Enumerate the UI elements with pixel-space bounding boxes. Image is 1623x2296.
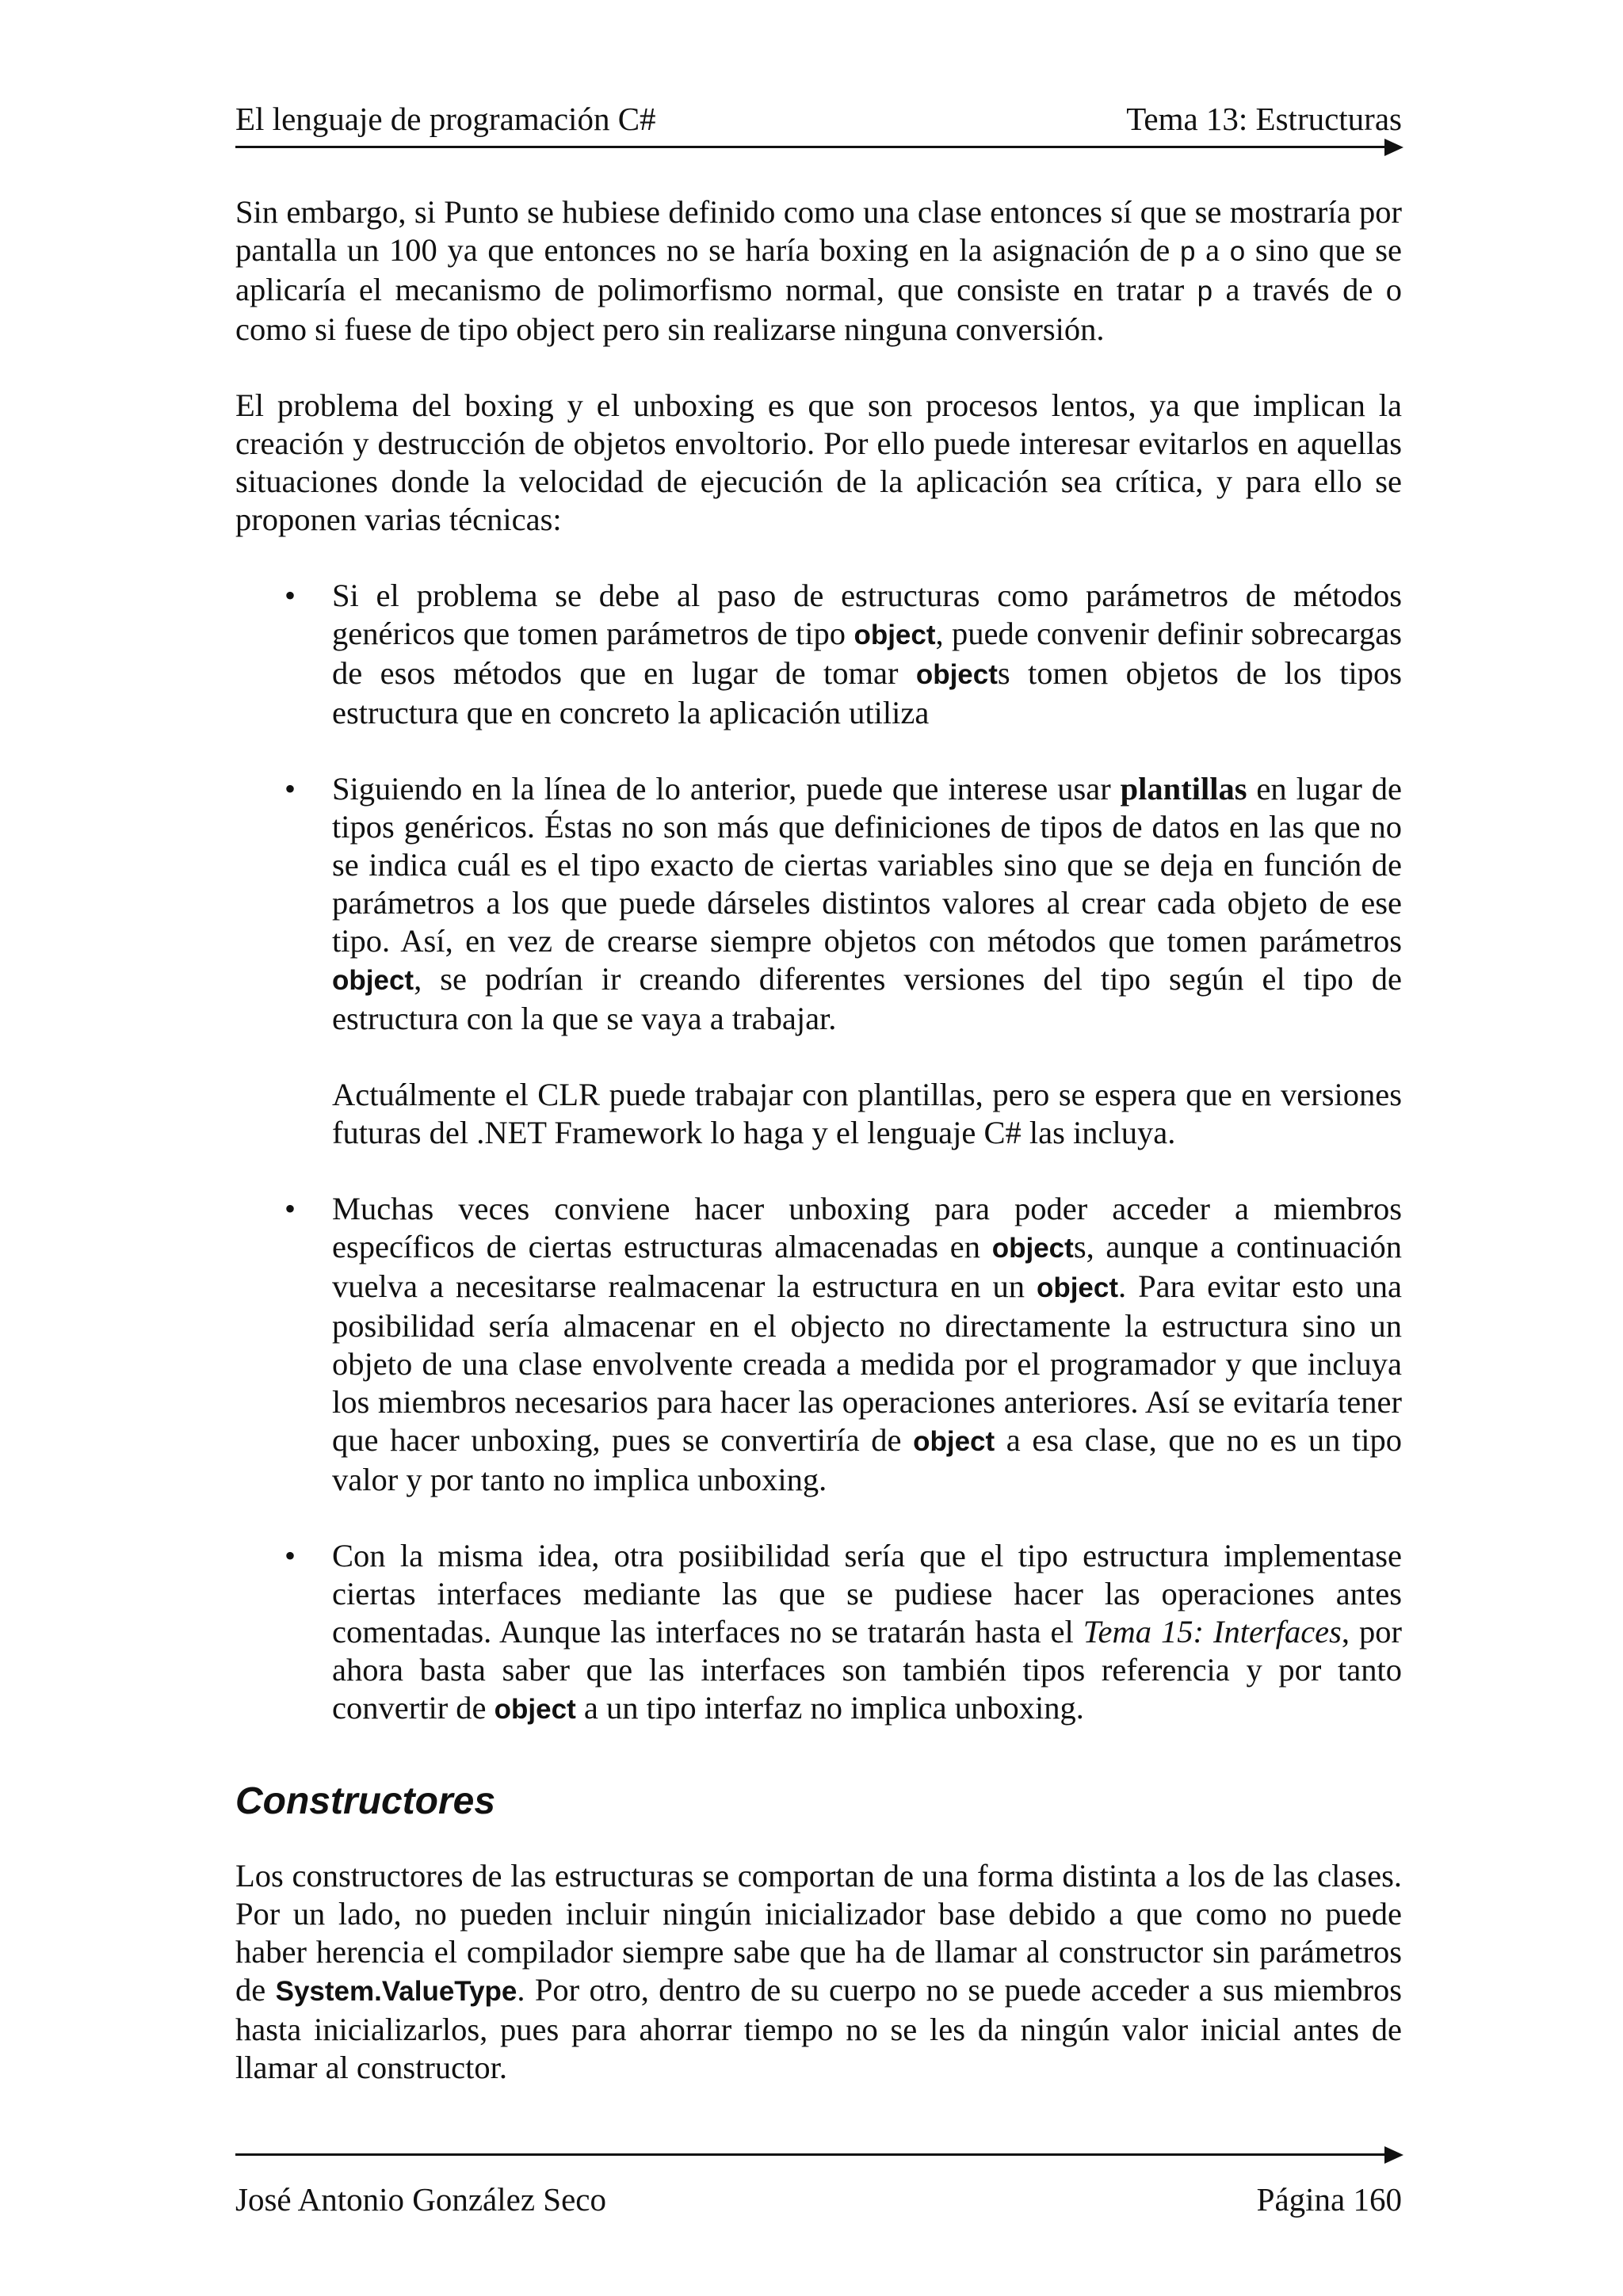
list-item: • Si el problema se debe al paso de estructuras como parámetros de métodos genéricos que tomen parámetros de tipo object, puede convenir definir sobrecargas de esos métodos que en lugar de tomar objects tomen objetos de los tipos estructura que en concreto la aplicación utiliza — [285, 578, 1403, 730]
footer-rule — [235, 2153, 1386, 2156]
bullet-icon: • — [285, 1538, 296, 1573]
footer-page-number: Página 160 — [1256, 2181, 1402, 2218]
page-footer — [235, 2177, 1402, 2222]
list-item: • Con la misma idea, otra posiibilidad sería que el tipo estructura implementase ciertas interfaces mediante las que se pudiese hacer las operaciones antes comentadas. Aunque las interfaces no se tratarán hasta el Tema 15: Interfaces, por ahora basta saber que las interfaces son también tipos referencia y por tanto convertir de object a un tipo interfaz no implica unboxing. — [285, 1538, 1402, 1726]
techniques-list-continued — [235, 1190, 1402, 1729]
header-book-title: El lenguaje de programación C# — [235, 101, 656, 137]
paragraph-boxing-class: Sin embargo, si Punto se hubiese definido como una clase entonces sí que se mostraría por pantalla un 100 ya que entonces no se haría boxing en la asignación de p a o sino que se aplicaría el mecanismo de polimorfismo normal, que consiste en tratar p a través de o como si fuese de tipo object pero sin realizarse ninguna conversión. — [235, 194, 1402, 347]
bullet-icon: • — [285, 1191, 296, 1226]
header-rule — [235, 146, 1386, 148]
footer-rule-arrow-icon — [1384, 2146, 1403, 2164]
section-heading: Constructores — [235, 1780, 496, 1822]
header-rule-arrow-icon — [1384, 139, 1403, 156]
footer-author: José Antonio González Seco — [235, 2181, 606, 2218]
paragraph-constructors: Los constructores de las estructuras se comportan de una forma distinta a los de las clases. Por un lado, no pueden incluir ningún inicializador base debido a que como no puede haber herencia el compilador siempre sabe que ha de llamar al constructor sin parámetros de System.ValueType. Por otro, dentro de su cuerpo no se puede acceder a sus miembros hasta inicializarlos, pues para ahorrar tiempo no se les da ningún valor inicial antes de llamar al constructor. — [235, 1858, 1402, 2085]
header-chapter-title: Tema 13: Estructuras — [1126, 101, 1402, 137]
list-item: • Muchas veces conviene hacer unboxing para poder acceder a miembros específicos de ciertas estructuras almacenadas en objects, aunque a continuación vuelva a necesitarse realmacenar la estructura en un object. Para evitar esto una posibilidad sería almacenar en el objecto no directamente la estructura sino un objeto de una clase envolvente creada a medida por el programador y que incluya los miembros necesarios para hacer las operaciones anteriores. Así se evitaría tener que hacer unboxing, pues se convertiría de object a esa clase, que no es un tipo valor y por tanto no implica unboxing. — [285, 1191, 1402, 1497]
bullet-icon: • — [285, 771, 296, 807]
page-content — [235, 193, 1402, 2087]
paragraph-clr-templates: Actuálmente el CLR puede trabajar con plantillas, pero se espera que en versiones futuras del .NET Framework lo haga y el lenguaje C# las incluya. — [332, 1077, 1402, 1150]
page-header — [235, 97, 1402, 141]
techniques-list — [235, 577, 1402, 1038]
list-item: • Siguiendo en la línea de lo anterior, puede que interese usar plantillas en lugar de tipos genéricos. Éstas no son más que definiciones de tipos de datos en las que no se indica cuál es el tipo exacto de ciertas variables sino que se deja en función de parámetros a los que puede dárseles distintos valores al crear cada objeto de ese tipo. Así, en vez de crearse siempre objetos con métodos que tomen parámetros object, se podrían ir creando diferentes versiones del tipo según el tipo de estructura con la que se vaya a trabajar. — [285, 771, 1402, 1036]
bullet-icon: • — [285, 578, 296, 613]
paragraph-boxing-problem: El problema del boxing y el unboxing es que son procesos lentos, ya que implican la creación y destrucción de objetos envoltorio. Por ello puede interesar evitarlos en aquellas situaciones donde la velocidad de ejecución de la aplicación sea crítica, y para ello se proponen varias técnicas: — [235, 387, 1402, 537]
